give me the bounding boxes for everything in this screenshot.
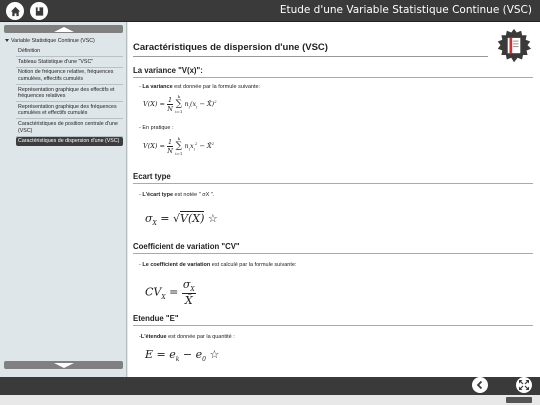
chevron-up-icon (54, 27, 74, 32)
etendue-intro-bold: L'étendue (140, 334, 167, 340)
home-button[interactable] (6, 2, 24, 20)
license-badge-icon (506, 397, 532, 403)
footer (0, 395, 540, 405)
fullscreen-button[interactable] (516, 377, 532, 393)
toc-item-dispersion[interactable]: Caractéristiques de dispersion d'une (VSC) (16, 137, 123, 147)
top-bar (0, 0, 540, 22)
toc-item-graph-cumulees[interactable]: Représentation graphique des fréquences cumulées et effectifs cumulés (16, 102, 123, 119)
star-icon: ☆ (209, 348, 220, 361)
cv-heading: Coefficient de variation "CV" (133, 242, 533, 254)
bottom-bar (0, 377, 540, 395)
etendue-intro: -L'étendue est donnée par la quantité : (139, 334, 235, 340)
toc-root[interactable] (4, 36, 123, 47)
etendue-intro-rest: est donnée par la quantité : (166, 334, 235, 340)
ecart-intro-bold: L'écart type (142, 192, 174, 198)
book-badge-icon (496, 28, 532, 64)
home-icon (10, 6, 21, 17)
main-content (128, 22, 540, 377)
variance-practice: - En pratique : (139, 125, 174, 131)
toc-item-definition[interactable]: Définition (16, 47, 123, 58)
chevron-down-icon (54, 363, 74, 368)
cv-intro-bold: Le coefficient de variation (142, 262, 211, 268)
previous-button[interactable] (472, 377, 488, 393)
app-title: Etude d'une Variable Statistique Continue (VSC) (279, 4, 532, 16)
star-icon: ☆ (207, 212, 218, 225)
toc-item-graph-effectifs[interactable]: Représentation graphique des effectifs et fréquences relatives (16, 85, 123, 102)
book-button[interactable] (30, 2, 48, 20)
variance-intro-rest: est donnée par la formule suivante: (172, 84, 261, 90)
variance-formula: V(X) = $\frac{1}{N}$ k ∑ i=1 $n_i(x_i$ − X̄)$^2$ (143, 94, 217, 114)
scroll-up-button[interactable] (4, 25, 123, 33)
variance-intro: - La variance est donnée par la formule suivante: (139, 84, 261, 90)
sidebar (0, 22, 127, 377)
variance-practice-formula: V(X) = $\frac{1}{N}$ k ∑ i=1 $n_ix_i^2$ − X̄$^2$ (143, 136, 215, 156)
variance-heading: La variance "V(x)": (133, 66, 533, 78)
fullscreen-icon (518, 379, 530, 391)
etendue-heading: Etendue "E" (133, 314, 533, 326)
toc-item-frequence[interactable]: Notion de fréquence relative, fréquences cumulées, effectifs cumulés (16, 68, 123, 85)
toc-item-tableau[interactable]: Tableau Statistique d'une "VSC" (16, 57, 123, 68)
page-title: Caractéristiques de dispersion d'une (VSC) (133, 42, 488, 57)
caret-down-icon (5, 39, 9, 42)
ecart-intro-rest: est notée " σX ". (173, 192, 215, 198)
scroll-down-button[interactable] (4, 361, 123, 369)
cv-intro: - Le coefficient de variation est calculé par la formule suivante: (139, 262, 297, 268)
ecart-heading: Ecart type (133, 172, 533, 184)
toc-tree (4, 36, 123, 146)
ecart-formula: $\sigma_X = √V(X)$ ☆ (145, 212, 218, 228)
arrow-left-icon (475, 380, 485, 390)
cv-formula: $CV_X$ = $\frac{\sigma_X}{X̄}$ (145, 278, 195, 308)
book-icon (34, 6, 45, 17)
variance-intro-bold: La variance (142, 84, 173, 90)
toc-root-label: Variable Statistique Continue (VSC) (11, 38, 95, 44)
ecart-intro: - L'écart type est notée " σX ". (139, 192, 215, 198)
cv-intro-rest: est calculé par la formule suivante: (210, 262, 297, 268)
toc-item-position[interactable]: Caractéristiques de position centrale d'une (VSC) (16, 119, 123, 136)
etendue-formula: $E = e_k - e_0$ ☆ (145, 348, 220, 364)
